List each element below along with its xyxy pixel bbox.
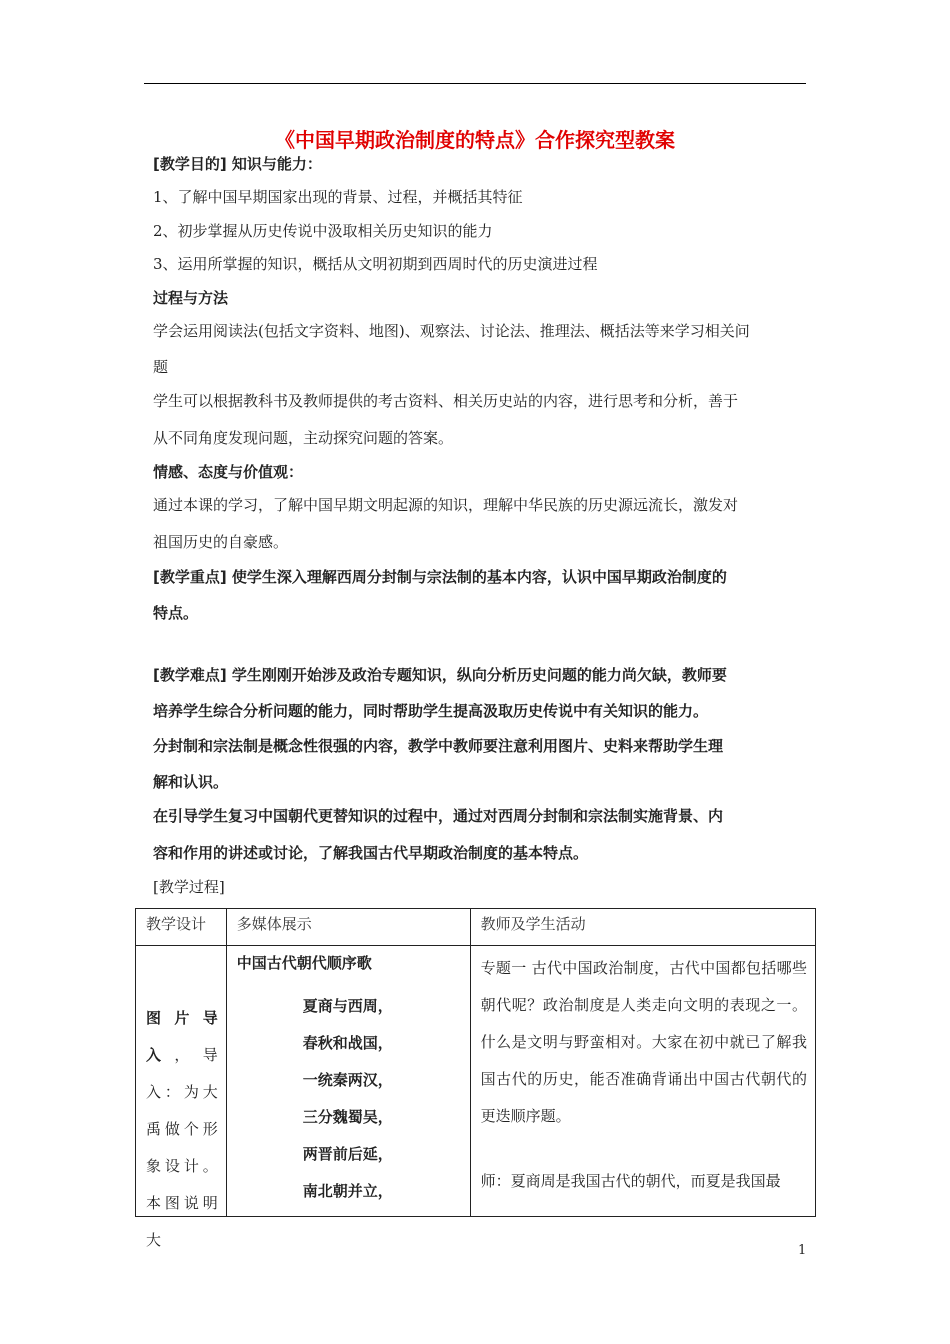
process-method-line: 题 — [153, 358, 169, 376]
emotion-heading: 情感、态度与价值观： — [153, 463, 304, 481]
poem-verse: 一统秦两汉， — [302, 1071, 393, 1089]
header-activities: 教师及学生活动 — [470, 909, 815, 946]
emotion-line: 祖国历史的自豪感。 — [153, 533, 289, 551]
poem-title: 中国古代朝代顺序歌 — [236, 954, 372, 972]
table-row — [136, 946, 816, 1217]
table-header-row — [136, 909, 816, 946]
activities-cell — [470, 946, 815, 1217]
emotion-line: 通过本课的学习，了解中国早期文明起源的知识，理解中华民族的历史源远流长，激发对 — [153, 496, 739, 514]
page-number: 1 — [798, 1243, 807, 1258]
teaching-process-table — [135, 908, 816, 1249]
activity-paragraph: 专题一 古代中国政治制度，古代中国都包括哪些朝代呢？政治制度是人类走向文明的表现之一。什么是文明与野蛮相对。大家在初中就已了解我国古代的历史，能否准确背诵出中国古代朝代的更迭顺序题。 — [480, 959, 807, 1125]
design-text — [136, 946, 226, 1259]
header-rule — [144, 83, 806, 84]
poem-verse: 春秋和战国， — [302, 1034, 393, 1052]
key-points-line: 特点。 — [153, 604, 199, 622]
activity-paragraph: 师：夏商周是我国古代的朝代，而夏是我国最 — [480, 1172, 781, 1190]
design-bold-text: 图 片 导 入 — [146, 1009, 218, 1064]
poem-verse: 三分魏蜀吴， — [302, 1108, 393, 1126]
poem-verse: 夏商与西周， — [302, 997, 393, 1015]
difficulties-line: 解和认识。 — [153, 773, 229, 791]
objective-item: 3、运用所掌握的知识，概括从文明初期到西周时代的历史演进过程 — [153, 255, 598, 273]
objective-item: 2、初步掌握从历史传说中汲取相关历史知识的能力 — [153, 222, 493, 240]
difficulties-line: 在引导学生复习中国朝代更替知识的过程中，通过对西周分封制和宗法制实施背景、内 — [153, 807, 724, 825]
difficulties-line: 容和作用的讲述或讨论，了解我国古代早期政治制度的基本特点。 — [153, 844, 589, 862]
header-design: 教学设计 — [136, 909, 227, 946]
document-title: 《中国早期政治制度的特点》合作探究型教案 — [275, 128, 675, 152]
objective-item: 1、了解中国早期国家出现的背景、过程，并概括其特征 — [153, 188, 523, 206]
design-plain-text: ，导入：为大禹做个形象设计。 本图说明大 — [146, 1046, 218, 1249]
process-method-heading: 过程与方法 — [153, 289, 229, 307]
difficulties-line: 培养学生综合分析问题的能力，同时帮助学生提高汲取历史传说中有关知识的能力。 — [153, 702, 709, 720]
difficulties-line: 分封制和宗法制是概念性很强的内容，教学中教师要注意利用图片、史料来帮助学生理 — [153, 737, 724, 755]
design-cell — [136, 946, 227, 1249]
objectives-heading: [教学目的] 知识与能力： — [153, 155, 322, 173]
process-heading: [教学过程] — [153, 878, 225, 896]
difficulties-line: [教学难点] 学生刚刚开始涉及政治专题知识，纵向分析历史问题的能力尚欠缺，教师要 — [153, 666, 727, 684]
multimedia-cell — [226, 946, 470, 1217]
process-method-line: 学生可以根据教科书及教师提供的考古资料、相关历史站的内容，进行思考和分析，善于 — [153, 392, 739, 410]
process-method-line: 学会运用阅读法(包括文字资料、地图)、观察法、讨论法、推理法、概括法等来学习相关问 — [153, 322, 750, 340]
header-multimedia: 多媒体展示 — [226, 909, 470, 946]
process-method-line: 从不同角度发现问题，主动探究问题的答案。 — [153, 429, 454, 447]
poem-verse: 两晋前后延， — [302, 1145, 393, 1163]
key-points-line: [教学重点] 使学生深入理解西周分封制与宗法制的基本内容，认识中国早期政治制度的 — [153, 568, 727, 586]
poem-verse: 南北朝并立， — [302, 1182, 393, 1200]
